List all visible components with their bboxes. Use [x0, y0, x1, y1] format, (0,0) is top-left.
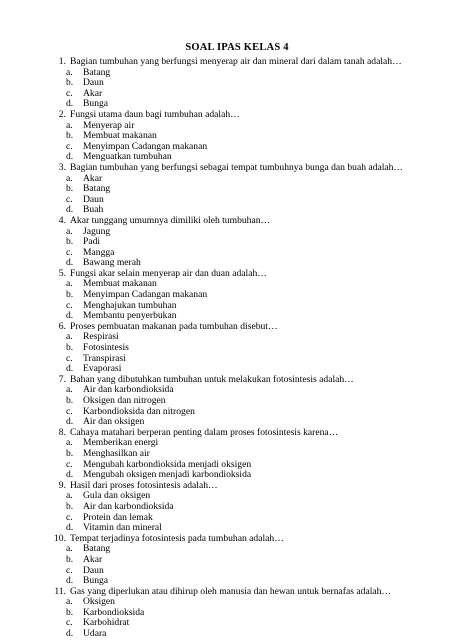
option-text: Membuat makanan [83, 130, 157, 142]
option-letter: b. [66, 606, 74, 618]
option-letter: b. [66, 183, 74, 195]
answer-option [50, 195, 460, 206]
question-stem [50, 534, 460, 545]
option-letter: c. [66, 299, 73, 311]
answer-option [50, 396, 460, 407]
question-number: 5. [58, 267, 66, 279]
option-text: Menghasilkan air [83, 447, 150, 459]
option-letter: a. [66, 543, 73, 555]
question-item [50, 216, 460, 269]
page-title: SOAL IPAS KELAS 4 [185, 42, 289, 53]
option-letter: d. [66, 363, 74, 375]
option-letter: b. [66, 553, 74, 565]
question-stem [50, 163, 460, 174]
question-stem [50, 216, 460, 227]
option-text: Akar [83, 172, 103, 184]
option-text: Oksigen [83, 596, 115, 608]
option-text: Menguatkan tumbuhan [83, 151, 172, 163]
question-stem [50, 110, 460, 121]
option-text: Batang [83, 66, 111, 78]
answer-option [50, 544, 460, 555]
answer-option [50, 227, 460, 238]
option-letter: d. [66, 310, 74, 322]
option-letter: d. [66, 98, 74, 110]
option-text: Padi [83, 236, 101, 248]
option-text: Daun [83, 77, 104, 89]
question-item [50, 322, 460, 375]
option-letter: d. [66, 575, 74, 587]
question-text: Hasil dari proses fotosintesis adalah… [70, 479, 218, 491]
question-number: 7. [58, 373, 66, 385]
option-letter: b. [66, 342, 74, 354]
option-letter: d. [66, 257, 74, 269]
question-text: Tempat terjadinya fotosintesis pada tumbuhan adalah… [70, 532, 284, 544]
option-text: Membuat makanan [83, 278, 157, 290]
option-text: Respirasi [83, 331, 119, 343]
option-letter: b. [66, 236, 74, 248]
option-text: Air dan karbondioksida [83, 384, 174, 396]
option-text: Jagung [83, 225, 111, 237]
question-number: 11. [54, 585, 66, 597]
option-text: Batang [83, 183, 111, 195]
option-letter: d. [66, 469, 74, 481]
question-stem [50, 57, 460, 68]
answer-option [50, 449, 460, 460]
question-text: Cahaya matahari berperan penting dalam proses fotosintesis karena… [70, 426, 339, 438]
question-number: 10. [54, 532, 66, 544]
answer-option [50, 89, 460, 100]
option-text: Fotosintesis [83, 342, 129, 354]
answer-option [50, 78, 460, 89]
option-letter: b. [66, 289, 74, 301]
option-letter: d. [66, 204, 74, 216]
option-letter: a. [66, 490, 73, 502]
option-letter: c. [66, 193, 73, 205]
question-item [50, 428, 460, 481]
question-number: 3. [58, 161, 66, 173]
option-letter: b. [66, 447, 74, 459]
option-text: Membantu penyerbukan [83, 310, 177, 322]
answer-option [50, 555, 460, 566]
question-item [50, 375, 460, 428]
question-text: Bagian tumbuhan yang berfungsi sebagai tempat tumbuhnya bunga dan buah adalah… [70, 161, 404, 173]
question-text: Akar tunggang umumnya dimiliki oleh tumbuhan… [70, 214, 271, 226]
question-list [50, 57, 460, 640]
option-text: Buah [83, 204, 104, 216]
answer-option [50, 502, 460, 513]
option-text: Air dan karbondioksida [83, 500, 174, 512]
question-number: 4. [58, 214, 66, 226]
option-text: Karbondioksida dan nitrogen [83, 405, 195, 417]
question-number: 1. [58, 56, 66, 67]
option-text: Mengubah karbondioksida menjadi oksigen [83, 458, 252, 470]
option-letter: d. [66, 522, 74, 534]
option-letter: c. [66, 564, 73, 576]
answer-option [50, 174, 460, 185]
option-text: Memberikan energi [83, 437, 159, 449]
question-number: 2. [58, 108, 66, 120]
question-text: Gas yang diperlukan atau dihirup oleh manusia dan hewan untuk bernafas adalah… [70, 585, 392, 597]
option-text: Daun [83, 564, 104, 576]
question-item [50, 269, 460, 322]
question-text: Fungsi utama daun bagi tumbuhan adalah… [70, 108, 240, 120]
option-text: Karbondioksida [83, 606, 145, 618]
option-letter: c. [66, 352, 73, 364]
option-letter: b. [66, 77, 74, 89]
option-letter: a. [66, 225, 73, 237]
answer-option [50, 629, 460, 640]
option-text: Mangga [83, 246, 115, 258]
question-number: 9. [58, 479, 66, 491]
option-text: Menyerap air [83, 119, 135, 131]
option-letter: a. [66, 331, 73, 343]
question-item [50, 163, 460, 216]
question-text: Proses pembuatan makanan pada tumbuhan disebut… [70, 320, 278, 332]
option-letter: c. [66, 140, 73, 152]
question-item [50, 481, 460, 534]
option-letter: d. [66, 416, 74, 428]
option-letter: a. [66, 119, 73, 131]
option-text: Bawang merah [83, 257, 141, 269]
option-letter: c. [66, 87, 73, 99]
option-text: Menghajukan tumbuhan [83, 299, 177, 311]
question-item [50, 534, 460, 587]
option-text: Air dan oksigen [83, 416, 145, 428]
option-text: Akar [83, 87, 103, 99]
option-letter: b. [66, 395, 74, 406]
answer-option [50, 184, 460, 195]
answer-option [50, 68, 460, 79]
option-text: Akar [83, 553, 103, 565]
question-number: 6. [58, 320, 66, 332]
option-letter: a. [66, 437, 73, 449]
option-text: Menyimpan Cadangan makanan [83, 140, 208, 152]
option-letter: a. [66, 278, 73, 290]
option-letter: b. [66, 500, 74, 512]
question-item [50, 57, 460, 110]
option-letter: a. [66, 66, 73, 78]
answer-option [50, 618, 460, 629]
question-text: Bagian tumbuhan yang berfungsi menyerap air dan mineral dari dalam tanah adalah… [70, 56, 402, 67]
option-letter: a. [66, 384, 73, 396]
option-text: Transpirasi [83, 352, 126, 364]
option-text: Udara [83, 628, 107, 640]
option-text: Gula dan oksigen [83, 490, 151, 502]
option-text: Menyimpan Cadangan makanan [83, 289, 208, 301]
option-letter: d. [66, 628, 74, 640]
option-letter: c. [66, 617, 73, 629]
option-letter: a. [66, 596, 73, 608]
option-letter: a. [66, 172, 73, 184]
question-text: Fungsi akar selain menyerap air dan duan adalah… [70, 267, 267, 279]
option-text: Bunga [83, 98, 109, 110]
option-letter: b. [66, 130, 74, 142]
question-text: Bahan yang dibutuhkan tumbuhan untuk melakukan fotosintesis adalah… [70, 373, 354, 385]
option-text: Protein dan lemak [83, 511, 153, 523]
option-text: Vitamin dan mineral [83, 522, 162, 534]
option-letter: c. [66, 511, 73, 523]
answer-option [50, 566, 460, 577]
question-item [50, 110, 460, 163]
option-letter: d. [66, 151, 74, 163]
option-text: Batang [83, 543, 111, 555]
option-text: Mengubah oksigen menjadi karbondioksida [83, 469, 252, 481]
option-text: Bunga [83, 575, 109, 587]
option-text: Daun [83, 193, 104, 205]
option-letter: c. [66, 405, 73, 417]
option-text: Evaporasi [83, 363, 122, 375]
question-number: 8. [58, 426, 66, 438]
option-letter: c. [66, 246, 73, 258]
option-letter: c. [66, 458, 73, 470]
option-text: Karbohidrat [83, 617, 130, 629]
option-text: Oksigen dan nitrogen [83, 395, 166, 406]
